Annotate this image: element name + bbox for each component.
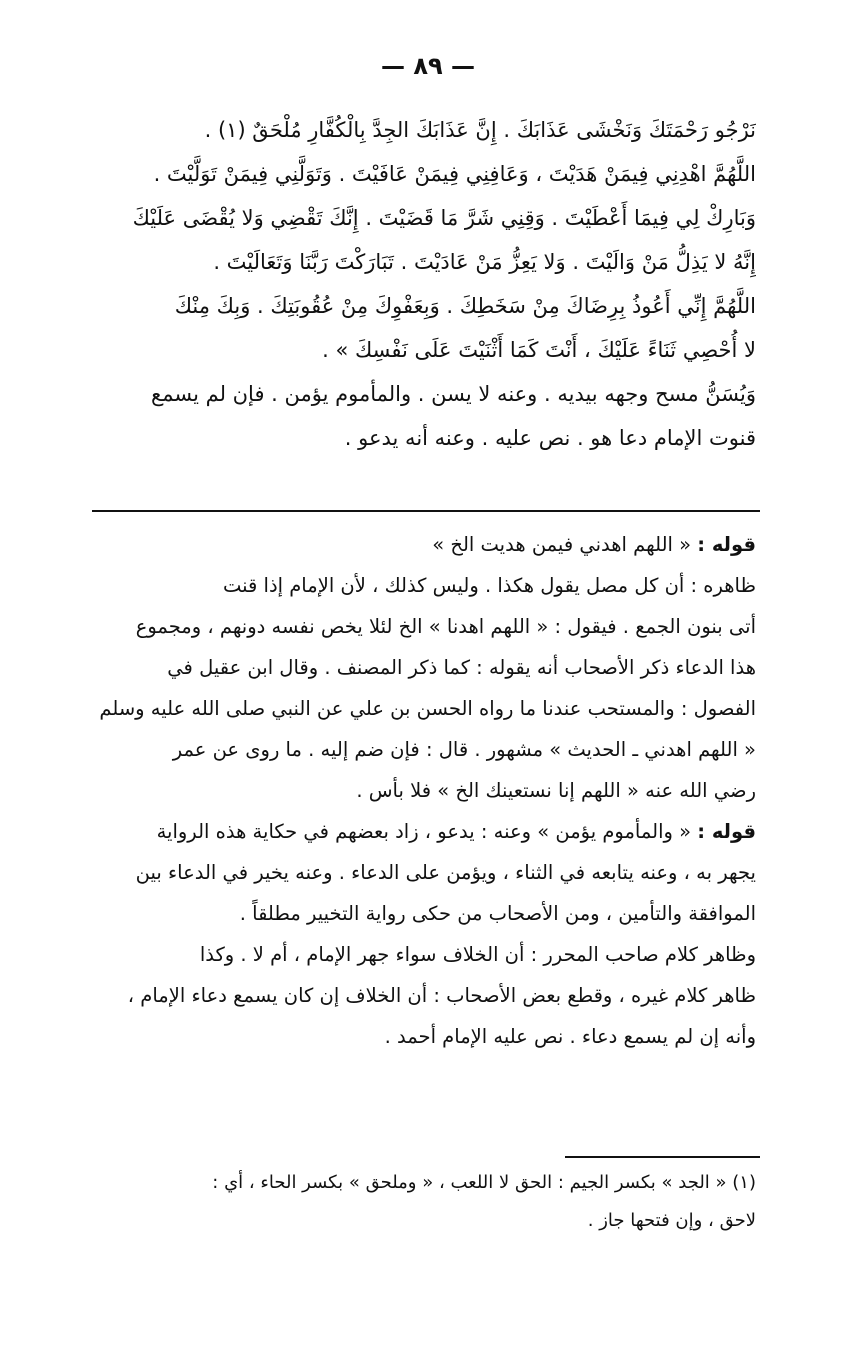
commentary-heading: قوله :	[697, 820, 756, 843]
commentary-line: يجهر به ، وعنه يتابعه في الثناء ، ويؤمن على الدعاء . وعنه يخير في الدعاء بين	[135, 861, 756, 884]
commentary-heading: قوله :	[697, 533, 756, 556]
footnote	[96, 1164, 756, 1240]
commentary-line: رضي الله عنه « اللهم إنا نستعينك الخ » فلا بأس .	[356, 779, 756, 802]
commentary-line: قوله : « والمأموم يؤمن » وعنه : يدعو ، زاد بعضهم في حكاية هذه الرواية	[156, 820, 756, 843]
commentary-line: الفصول : والمستحب عندنا ما رواه الحسن بن علي عن النبي صلى الله عليه وسلم	[99, 697, 756, 720]
main-text-line: اللَّهُمَّ إِنِّي أَعُوذُ بِرِضَاكَ مِنْ سَخَطِكَ . وَبِعَفْوِكَ مِنْ عُقُوبَتِكَ . وَبِكَ مِنْكَ	[174, 294, 756, 318]
main-text-line: نَرْجُو رَحْمَتَكَ وَنَخْشَى عَذَابَكَ . إِنَّ عَذَابَكَ الجِدَّ بِالْكُفَّارِ مُلْحَقٌ (١) .	[204, 118, 756, 142]
main-text-line: اللَّهُمَّ اهْدِنِي فِيمَنْ هَدَيْتَ ، وَعَافِنِي فِيمَنْ عَافَيْتَ . وَتَوَلَّنِي فِيمَنْ تَوَلَّيْتَ .	[153, 162, 756, 186]
commentary-line: الموافقة والتأمين ، ومن الأصحاب من حكى رواية التخيير مطلقاً .	[239, 902, 756, 925]
section-divider	[92, 510, 760, 512]
commentary-line: « اللهم اهدني ـ الحديث » مشهور . قال : فإن ضم إليه . ما روى عن عمر	[172, 738, 756, 761]
commentary	[96, 524, 756, 1057]
main-text-line: لا أُحْصِي ثَنَاءً عَلَيْكَ ، أَنْتَ كَمَا أَثْنَيْتَ عَلَى نَفْسِكَ » .	[322, 338, 756, 362]
commentary-line: وأنه إن لم يسمع دعاء . نص عليه الإمام أحمد .	[384, 1025, 756, 1048]
footnote-divider	[565, 1156, 760, 1158]
main-text	[96, 108, 756, 460]
main-text-line: إِنَّهُ لا يَذِلُّ مَنْ وَالَيْتَ . وَلا يَعِزُّ مَنْ عَادَيْتَ . تَبَارَكْتَ رَبَّنَا وَتَعَالَيْتَ .	[213, 250, 756, 274]
main-text-line: وَبَارِكْ لِي فِيمَا أَعْطَيْتَ . وَقِنِي شَرَّ مَا قَضَيْتَ . إِنَّكَ تَقْضِي وَلا يُقْضَى عَلَيْكَ	[132, 206, 756, 230]
footnote-line: (١) « الجد » بكسر الجيم : الحق لا اللعب ، « وملحق » بكسر الحاء ، أي :	[212, 1172, 756, 1193]
commentary-line: أتى بنون الجمع . فيقول : « اللهم اهدنا » الخ لئلا يخص نفسه دونهم ، ومجموع	[135, 615, 756, 638]
commentary-line: وظاهر كلام صاحب المحرر : أن الخلاف سواء جهر الإمام ، أم لا . وكذا	[199, 943, 756, 966]
commentary-line: قوله : « اللهم اهدني فيمن هديت الخ »	[432, 533, 756, 556]
commentary-line: هذا الدعاء ذكر الأصحاب أنه يقوله : كما ذكر المصنف . وقال ابن عقيل في	[167, 656, 756, 679]
footnote-line: لاحق ، وإن فتحها جاز .	[587, 1210, 756, 1231]
main-text-line: قنوت الإمام دعا هو . نص عليه . وعنه أنه يدعو .	[344, 426, 756, 450]
page-number: — ٨٩ —	[380, 52, 475, 80]
main-text-line: وَيُسَنُّ مسح وجهه بيديه . وعنه لا يسن . والمأموم يؤمن . فإن لم يسمع	[151, 382, 756, 406]
commentary-line: ظاهر كلام غيره ، وقطع بعض الأصحاب : أن الخلاف إن كان يسمع دعاء الإمام ،	[127, 984, 756, 1007]
commentary-line: ظاهره : أن كل مصل يقول هكذا . وليس كذلك ، لأن الإمام إذا قنت	[222, 574, 756, 597]
